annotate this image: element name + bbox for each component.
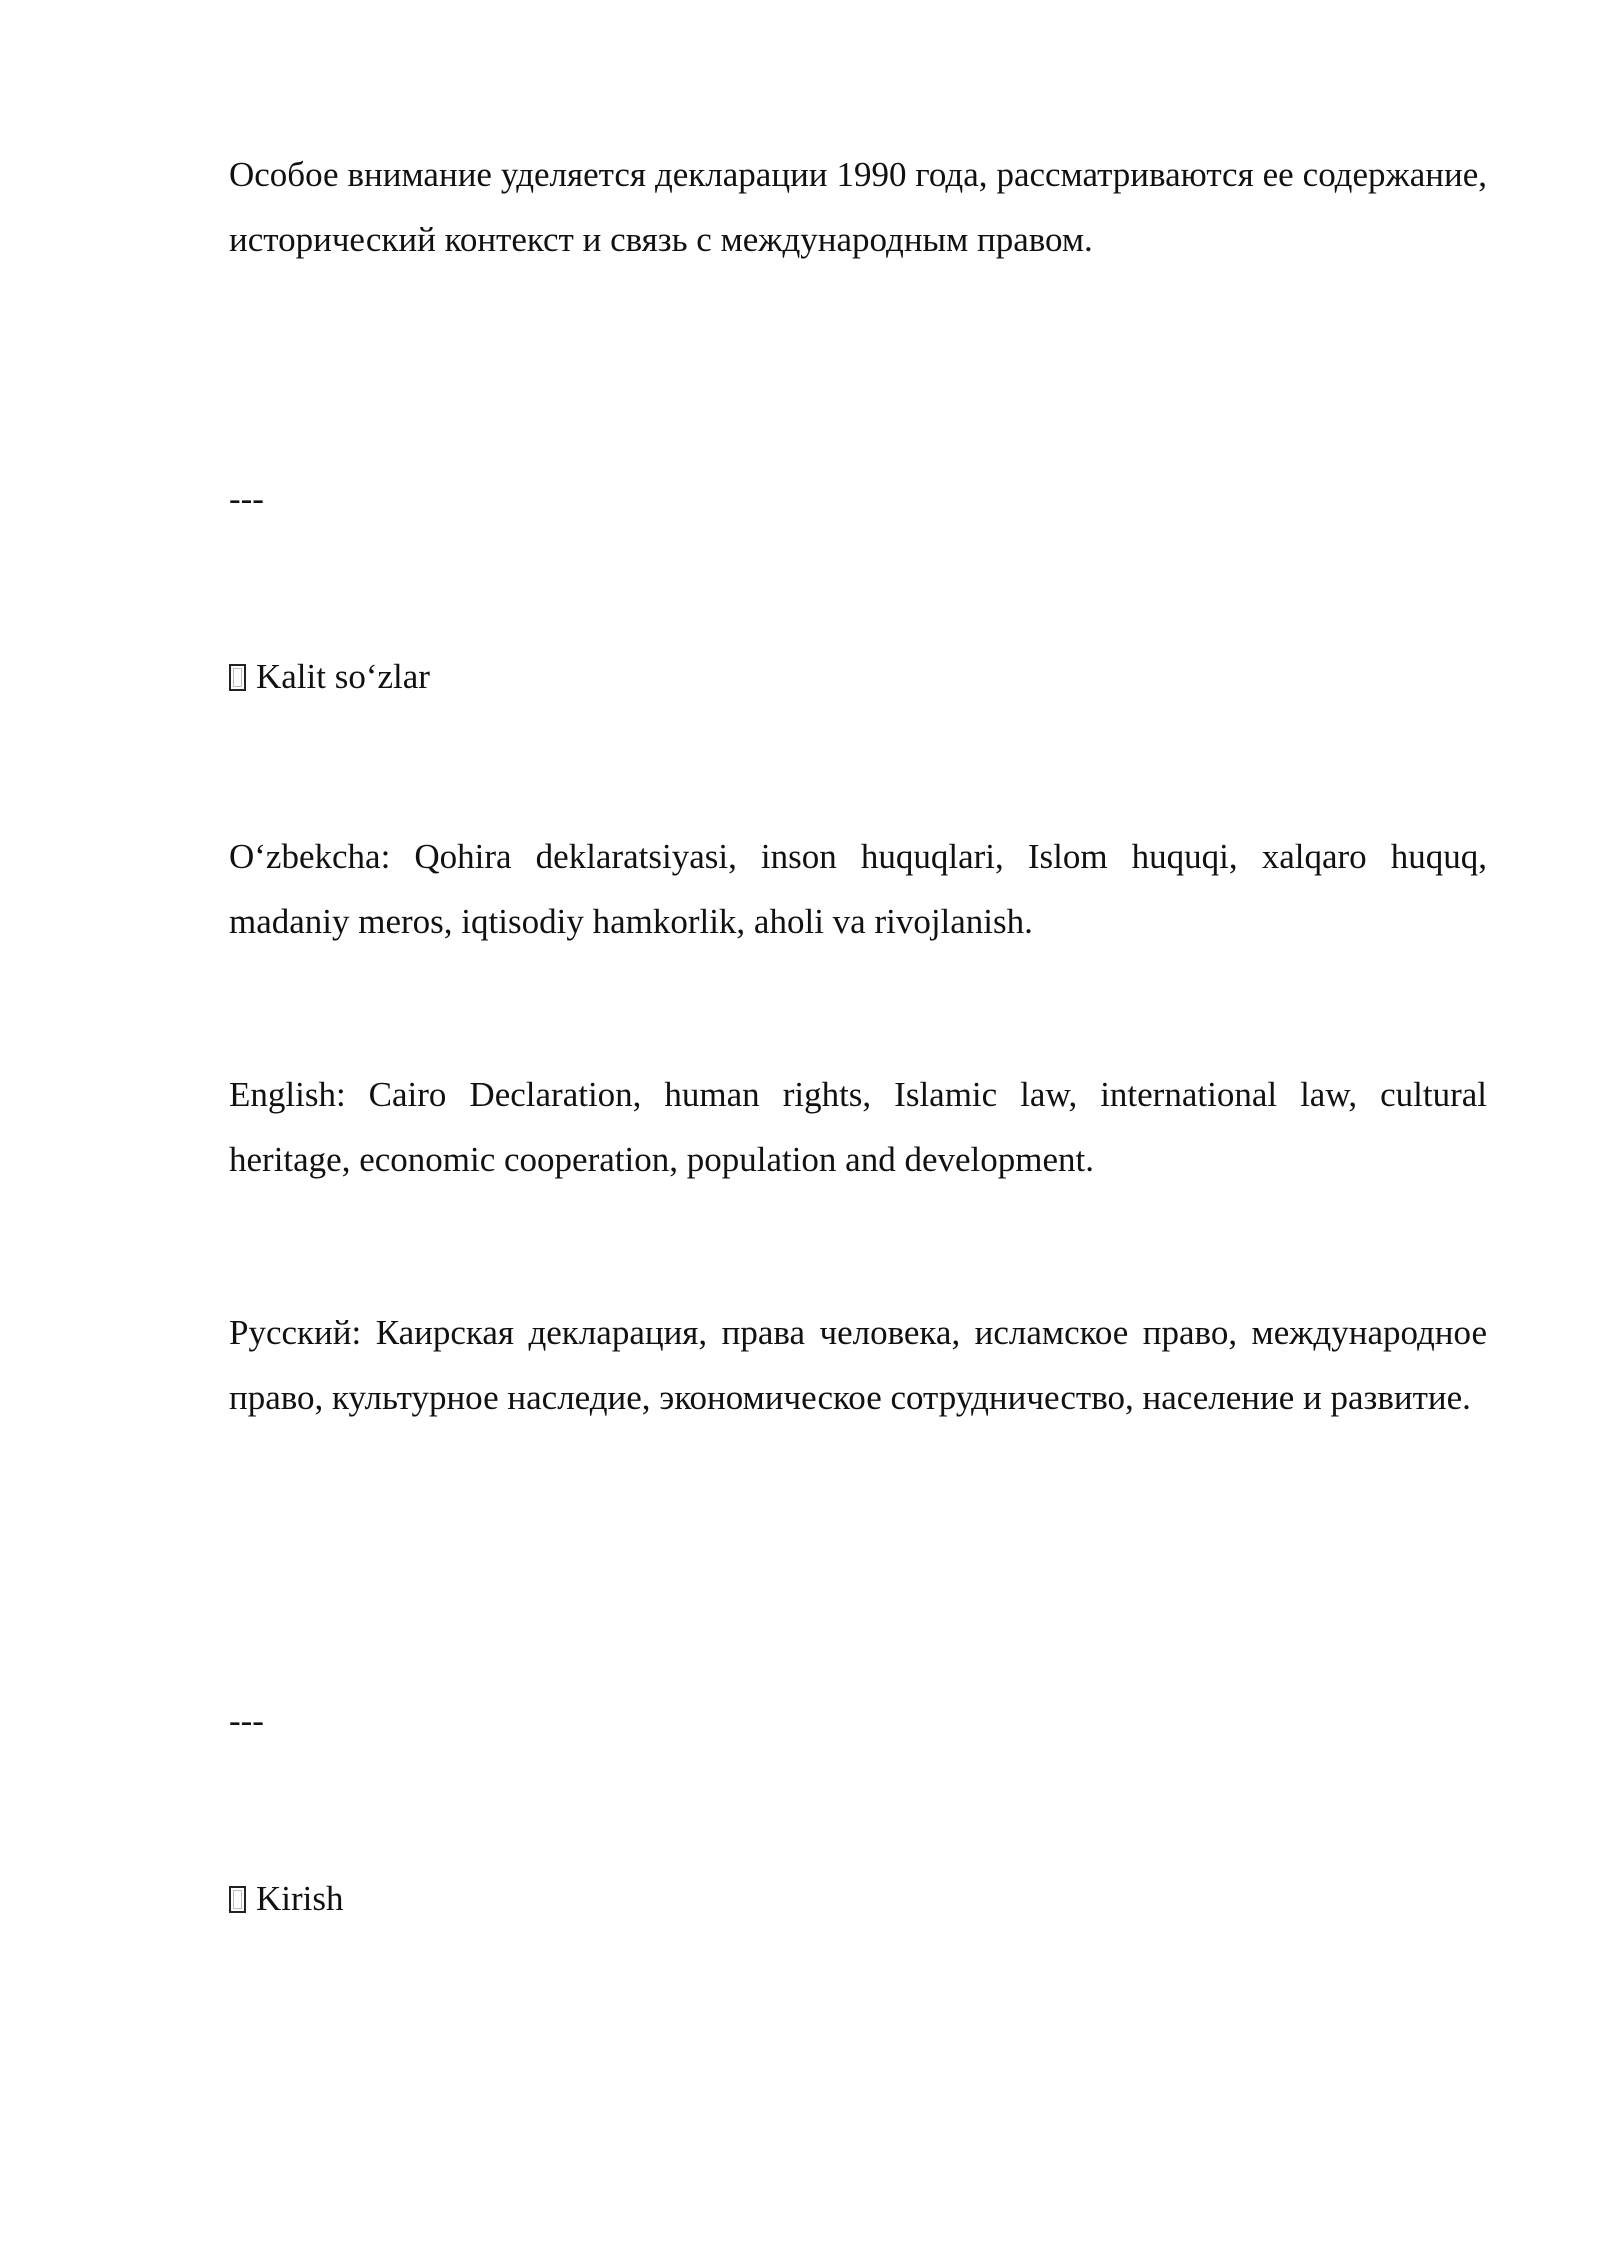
separator-line-2: ---: [229, 1701, 264, 1740]
intro-heading: [229, 1866, 344, 1931]
keywords-heading-label: Kalit so‘zlar: [256, 657, 430, 696]
separator-line-1: ---: [229, 479, 264, 518]
missing-glyph-box-icon: [229, 1886, 246, 1913]
keywords-heading: [229, 644, 430, 709]
missing-glyph-box-icon: [229, 664, 246, 691]
intro-paragraph: Особое внимание уделяется декларации 1990 года, рассматриваются ее содержание, исторический контекст и связь с международным правом.: [229, 155, 1487, 259]
keywords-russian-paragraph: Русский: Каирская декларация, права человека, исламское право, международное право, культурное наследие, экономическое сотрудничество, население и развитие.: [229, 1313, 1487, 1417]
keywords-uzbek-paragraph: O‘zbekcha: Qohira deklaratsiyasi, inson huquqlari, Islom huquqi, xalqaro huquq, madaniy meros, iqtisodiy hamkorlik, aholi va rivojlanish.: [229, 837, 1487, 941]
intro-heading-label: Kirish: [256, 1879, 344, 1918]
keywords-english-paragraph: English: Cairo Declaration, human rights, Islamic law, international law, cultural heritage, economic cooperation, population and development.: [229, 1075, 1487, 1179]
